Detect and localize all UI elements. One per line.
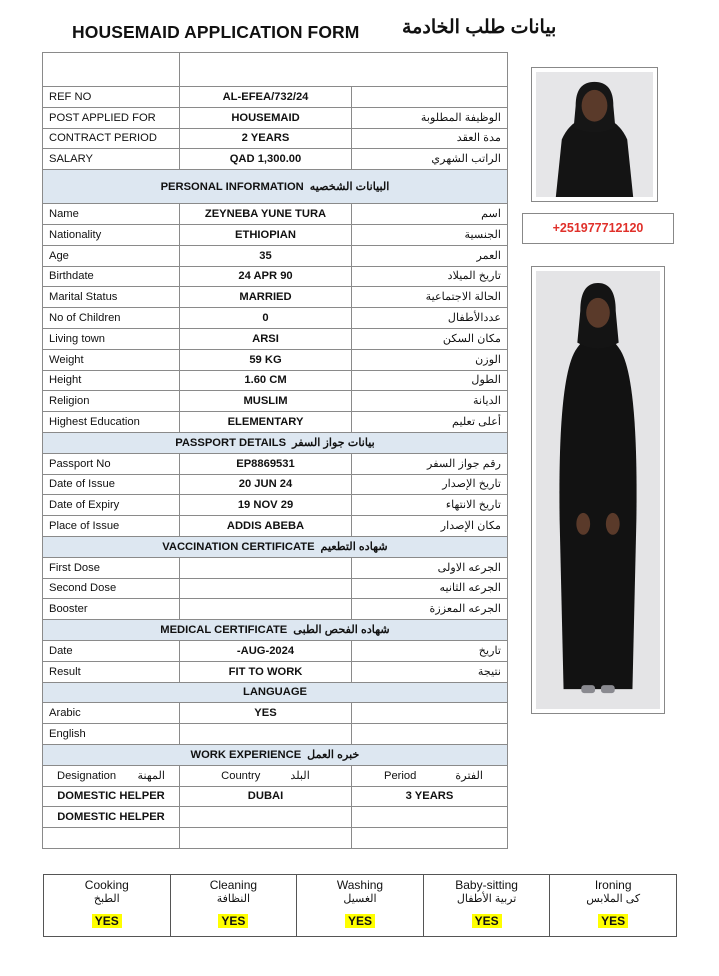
blank-cell (43, 53, 180, 87)
row-label: Age (43, 245, 180, 266)
table-row (43, 287, 508, 308)
row-label-ar: تاريخ الانتهاء (352, 495, 508, 516)
row-label: Date (43, 640, 180, 661)
skill-cell (170, 875, 297, 937)
table-row (43, 453, 508, 474)
section-vaccination (43, 536, 508, 557)
blank-cell (180, 828, 352, 849)
section-title: PASSPORT DETAILS (175, 436, 287, 449)
row-label-ar: تاريخ (352, 640, 508, 661)
section-header (43, 432, 508, 453)
row-value (180, 578, 352, 599)
row-value: ARSI (180, 328, 352, 349)
table-row (43, 224, 508, 245)
section-header (43, 536, 508, 557)
row-label: Second Dose (43, 578, 180, 599)
row-value (180, 599, 352, 620)
row-value: FIT TO WORK (180, 661, 352, 682)
section-header (43, 170, 508, 204)
row-label-ar: الجنسية (352, 224, 508, 245)
row-label: POST APPLIED FOR (43, 107, 180, 128)
row-value: 19 NOV 29 (180, 495, 352, 516)
row-label-ar: الجرعه الثانيه (352, 578, 508, 599)
section-medical (43, 620, 508, 641)
row-value: -AUG-2024 (180, 640, 352, 661)
skill-cell (297, 875, 424, 937)
table-row (43, 495, 508, 516)
row-label-ar (352, 703, 508, 724)
table-row (43, 245, 508, 266)
row-label-ar: الطول (352, 370, 508, 391)
row-label-ar: نتيجة (352, 661, 508, 682)
skill-value: YES (92, 914, 122, 928)
row-label: No of Children (43, 308, 180, 329)
row-label: Marital Status (43, 287, 180, 308)
work-header-cell (43, 765, 180, 786)
row-value: 0 (180, 308, 352, 329)
row-value (180, 557, 352, 578)
header-ar: المهنة (137, 769, 165, 782)
row-label-ar: رقم جواز السفر (352, 453, 508, 474)
row-label-ar: مكان السكن (352, 328, 508, 349)
skill-label-ar: النظافة (216, 893, 251, 905)
row-label: Religion (43, 391, 180, 412)
section-personal (43, 170, 508, 204)
row-value: MUSLIM (180, 391, 352, 412)
table-row (43, 578, 508, 599)
table-row (43, 128, 508, 149)
table-row (43, 391, 508, 412)
row-label: Living town (43, 328, 180, 349)
salary-value: QAD 1,300.00 (180, 149, 352, 170)
table-row (43, 474, 508, 495)
table-row (43, 599, 508, 620)
section-title-ar: شهاده التطعيم (320, 540, 388, 553)
row-label: English (43, 724, 180, 745)
table-row (43, 349, 508, 370)
row-label-ar: الجرعه الاولى (352, 557, 508, 578)
skill-label: Cooking (84, 878, 129, 892)
row-value: 24 APR 90 (180, 266, 352, 287)
contract-value: 2 YEARS (180, 128, 352, 149)
row-label: Height (43, 370, 180, 391)
row-value: 59 KG (180, 349, 352, 370)
skill-label: Washing (336, 878, 384, 892)
table-row (43, 703, 508, 724)
row-label: Result (43, 661, 180, 682)
table-row (43, 516, 508, 537)
table-row (43, 412, 508, 433)
skill-label: Baby-sitting (455, 878, 518, 892)
row-label: Name (43, 204, 180, 225)
row-label: Birthdate (43, 266, 180, 287)
row-value: EP8869531 (180, 453, 352, 474)
skills-row (44, 875, 677, 937)
section-language (43, 682, 508, 703)
row-label-ar: الراتب الشهري (352, 149, 508, 170)
skill-label-ar: كى الملابس (586, 893, 641, 905)
blank-cell (352, 828, 508, 849)
post-value: HOUSEMAID (180, 107, 352, 128)
form-title-arabic: بيانات طلب الخادمة (402, 17, 557, 38)
section-title: VACCINATION CERTIFICATE (162, 540, 315, 553)
row-value (180, 724, 352, 745)
row-label-ar: الجرعه المعززة (352, 599, 508, 620)
row-value: ELEMENTARY (180, 412, 352, 433)
skills-table (43, 874, 677, 937)
table-row (43, 724, 508, 745)
table-row (43, 87, 508, 108)
phone-number: +251977712120 (522, 213, 674, 244)
row-label-ar: اسم (352, 204, 508, 225)
table-row (43, 328, 508, 349)
section-work (43, 744, 508, 765)
table-row (43, 661, 508, 682)
row-label: REF NO (43, 87, 180, 108)
table-row (43, 640, 508, 661)
header-en: Designation (57, 769, 117, 782)
row-label-ar: الوظيفة المطلوبة (352, 107, 508, 128)
table-row (43, 149, 508, 170)
row-label-ar: مكان الإصدار (352, 516, 508, 537)
section-passport (43, 432, 508, 453)
row-label: SALARY (43, 149, 180, 170)
skill-value: YES (598, 914, 628, 928)
section-header (43, 620, 508, 641)
row-value: 20 JUN 24 (180, 474, 352, 495)
section-title: LANGUAGE (242, 686, 308, 699)
skill-label: Ironing (594, 878, 632, 892)
portrait-photo (531, 67, 658, 202)
work-designation: DOMESTIC HELPER (43, 786, 180, 807)
row-label: Date of Expiry (43, 495, 180, 516)
work-period: 3 YEARS (352, 786, 508, 807)
header-ar: الفترة (455, 769, 483, 782)
row-label: Weight (43, 349, 180, 370)
row-value: ZEYNEBA YUNE TURA (180, 204, 352, 225)
skill-value: YES (472, 914, 502, 928)
row-label-ar (352, 724, 508, 745)
ref-no-value: AL-EFEA/732/24 (180, 87, 352, 108)
section-header (43, 682, 508, 703)
section-title-ar: بيانات جواز السفر (292, 436, 375, 449)
work-header-cell (180, 765, 352, 786)
work-country: DUBAI (180, 786, 352, 807)
row-label: Passport No (43, 453, 180, 474)
row-label: Nationality (43, 224, 180, 245)
section-title: PERSONAL INFORMATION (160, 180, 304, 193)
row-label-ar: الوزن (352, 349, 508, 370)
blank-top-row (43, 53, 508, 87)
row-label: First Dose (43, 557, 180, 578)
header-en: Country (221, 769, 261, 782)
section-title: MEDICAL CERTIFICATE (160, 624, 288, 637)
blank-cell (180, 53, 508, 87)
row-label-ar: مدة العقد (352, 128, 508, 149)
section-title-ar: البيانات الشخصيه (309, 180, 390, 193)
row-label-ar: تاريخ الإصدار (352, 474, 508, 495)
skill-label-ar: تربية الأطفال (456, 893, 517, 905)
row-value: MARRIED (180, 287, 352, 308)
skill-value: YES (218, 914, 248, 928)
table-row (43, 828, 508, 849)
skill-cell (423, 875, 550, 937)
work-header-cell (352, 765, 508, 786)
table-row (43, 308, 508, 329)
full-body-photo (531, 266, 665, 714)
application-table (42, 52, 508, 849)
work-header-row (43, 765, 508, 786)
row-label-ar: أعلى تعليم (352, 412, 508, 433)
row-label: Arabic (43, 703, 180, 724)
header-ar: البلد (290, 769, 310, 782)
work-period (352, 807, 508, 828)
row-label-ar: عددالأطفال (352, 308, 508, 329)
table-row (43, 266, 508, 287)
table-row (43, 107, 508, 128)
row-label-ar: تاريخ الميلاد (352, 266, 508, 287)
row-value: ETHIOPIAN (180, 224, 352, 245)
skill-label-ar: الطبخ (93, 893, 120, 905)
row-label-ar (352, 87, 508, 108)
row-value: 1.60 CM (180, 370, 352, 391)
work-country (180, 807, 352, 828)
table-row (43, 807, 508, 828)
work-designation: DOMESTIC HELPER (43, 807, 180, 828)
row-label: Highest Education (43, 412, 180, 433)
row-value: 35 (180, 245, 352, 266)
blank-cell (43, 828, 180, 849)
section-title: WORK EXPERIENCE (190, 748, 302, 761)
row-label: Place of Issue (43, 516, 180, 537)
skill-cell (550, 875, 677, 937)
table-row (43, 370, 508, 391)
row-value: YES (180, 703, 352, 724)
row-label-ar: الحالة الاجتماعية (352, 287, 508, 308)
skill-label-ar: الغسيل (343, 893, 377, 905)
section-header (43, 744, 508, 765)
skill-cell (44, 875, 171, 937)
row-label-ar: العمر (352, 245, 508, 266)
section-title-ar: خبره العمل (307, 748, 360, 761)
table-row (43, 557, 508, 578)
row-label: Date of Issue (43, 474, 180, 495)
header-en: Period (384, 769, 417, 782)
skill-value: YES (345, 914, 375, 928)
table-row (43, 204, 508, 225)
row-label: CONTRACT PERIOD (43, 128, 180, 149)
row-value: ADDIS ABEBA (180, 516, 352, 537)
section-title-ar: شهاده الفحص الطبى (293, 624, 390, 637)
table-row (43, 786, 508, 807)
row-label-ar: الديانة (352, 391, 508, 412)
skill-label: Cleaning (209, 878, 258, 892)
row-label: Booster (43, 599, 180, 620)
form-title: HOUSEMAID APPLICATION FORM (72, 22, 360, 42)
